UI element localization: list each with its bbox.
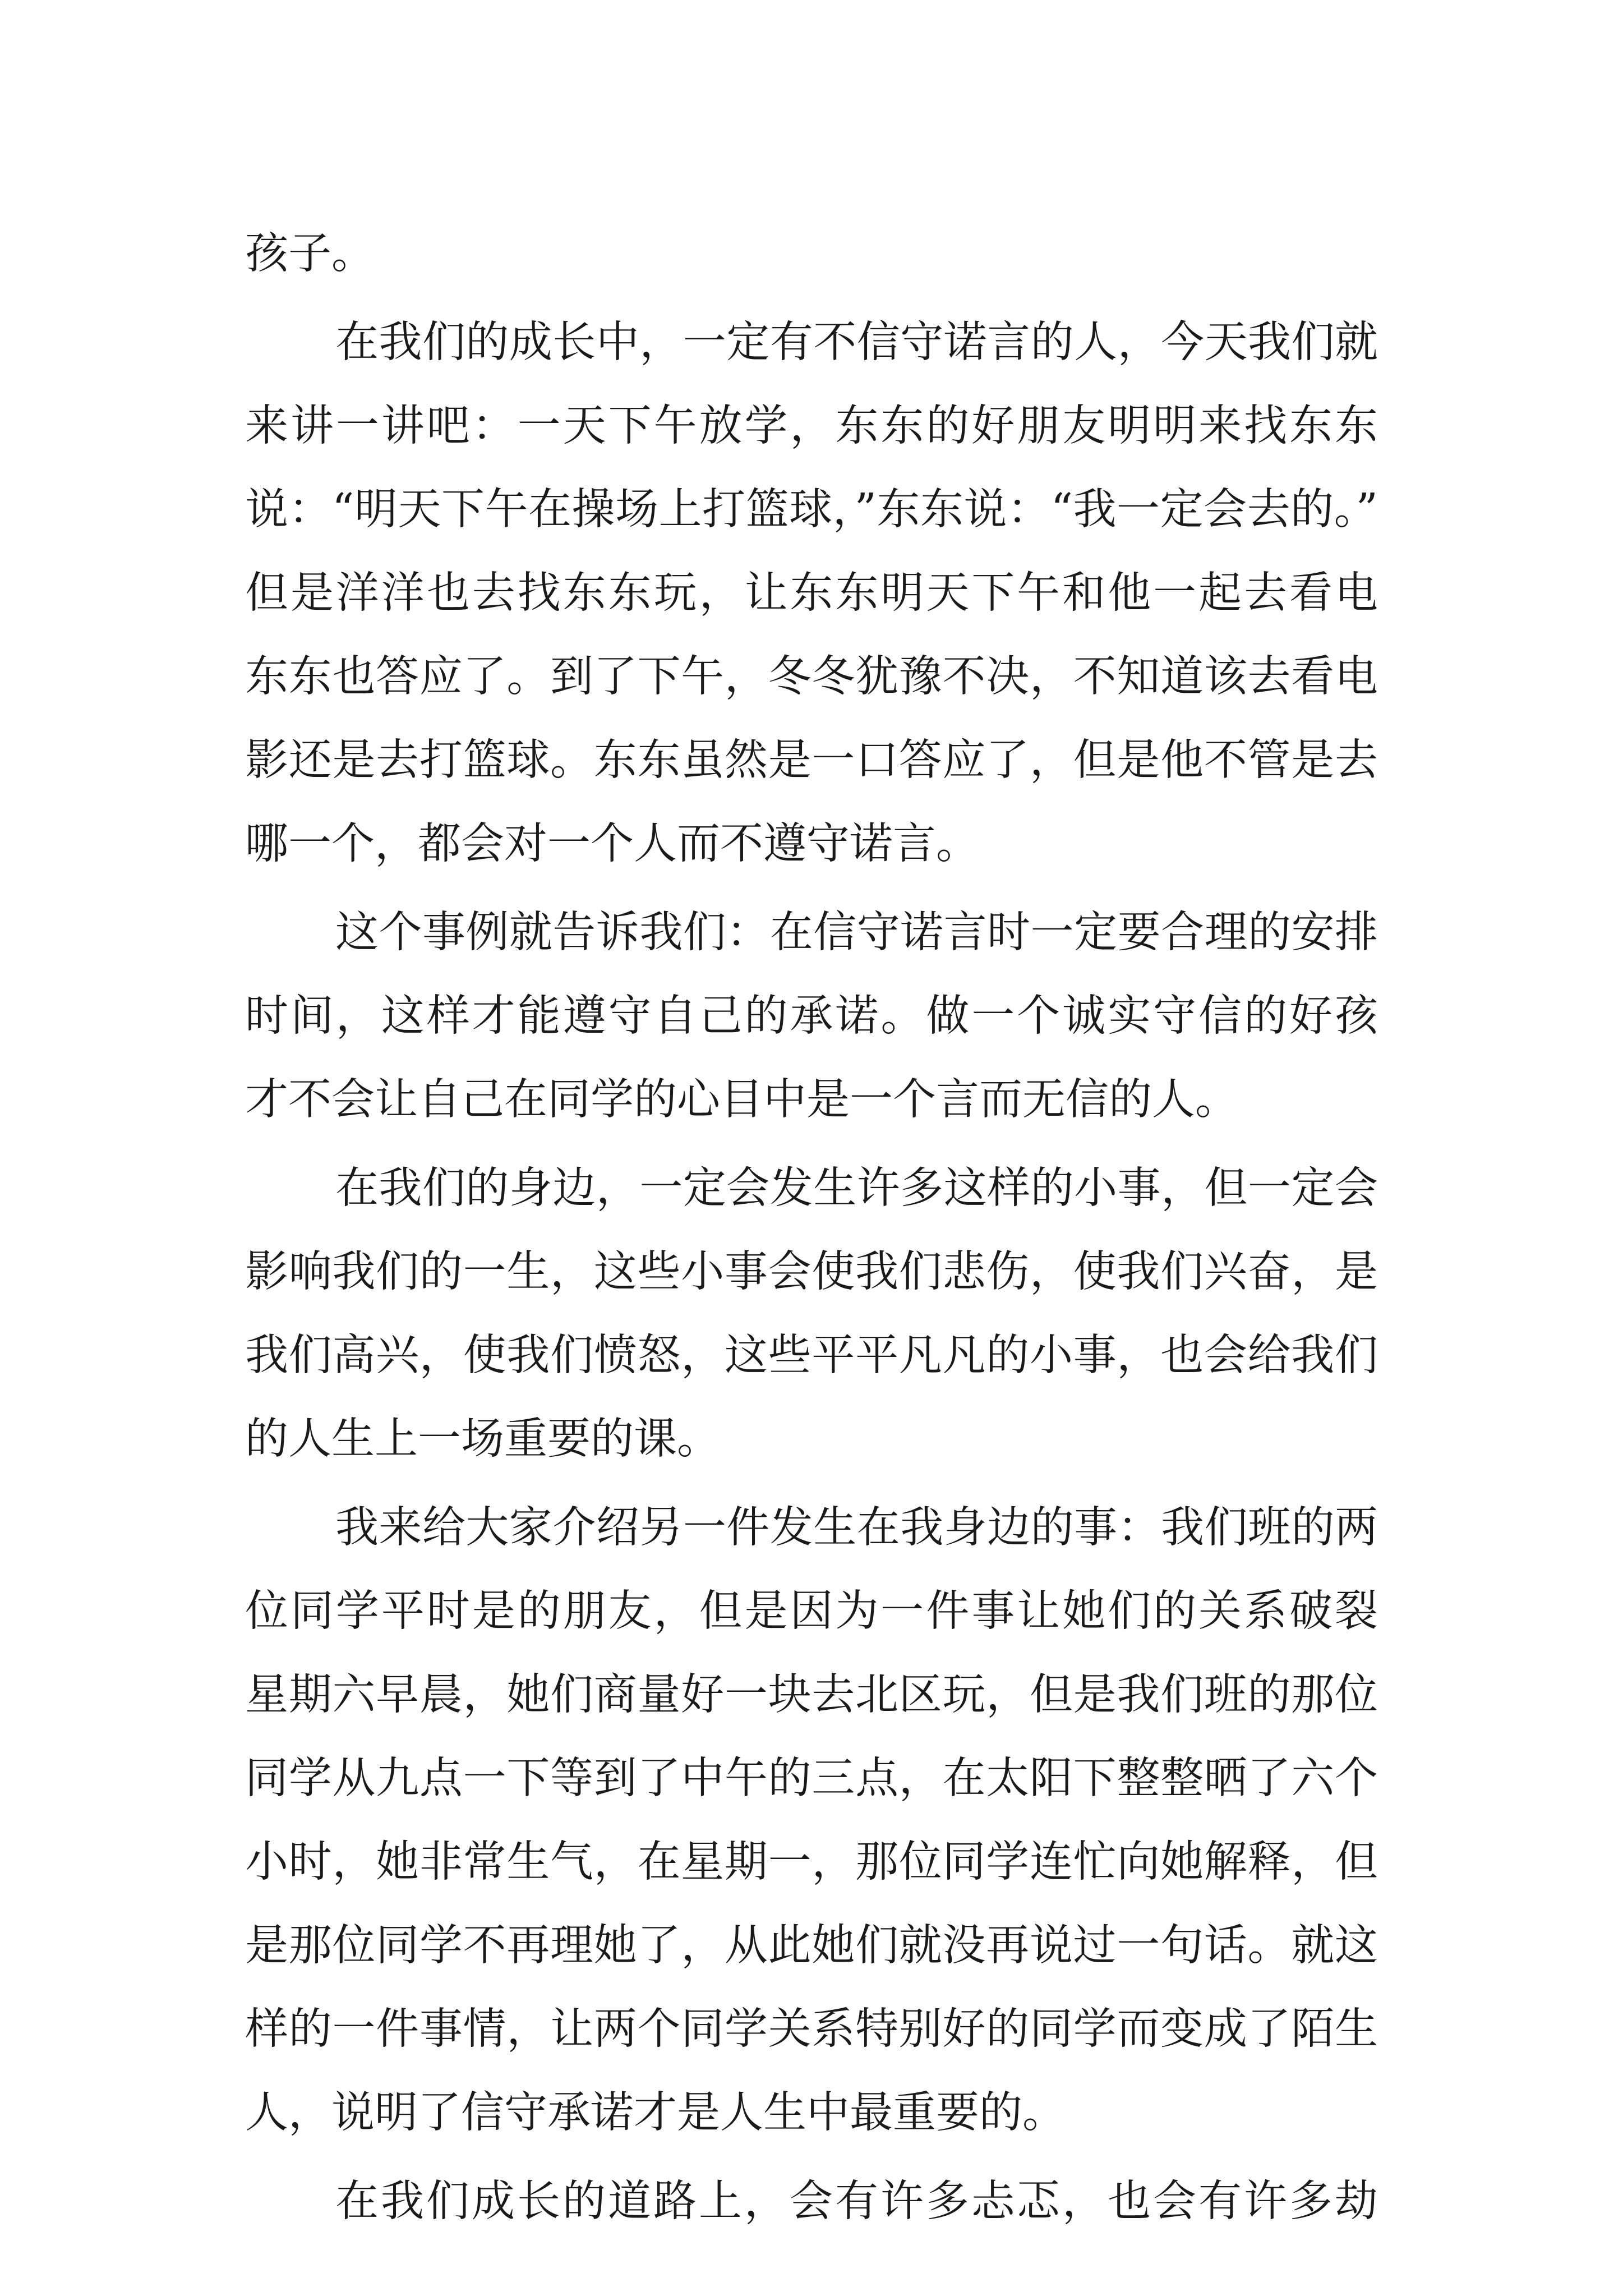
text-line: 人，说明了信守承诺才是人生中最重要的。 <box>245 2088 1066 2138</box>
document-body <box>245 212 1378 2243</box>
text-line: 是那位同学不再理她了，从此她们就没再说过一句话。就这 <box>245 1921 1378 1971</box>
text-line: 来讲一讲吧：一天下午放学，东东的好朋友明明来找东东 <box>245 401 1378 451</box>
text-line: 小时，她非常生气，在星期一，那位同学连忙向她解释，但 <box>245 1837 1378 1887</box>
text-line: 孩子。 <box>245 229 375 279</box>
text-line: 在我们的成长中，一定有不信守诺言的人，今天我们就 <box>335 318 1378 367</box>
text-line: 同学从九点一下等到了中午的三点，在太阳下整整晒了六个 <box>245 1754 1378 1803</box>
text-line: 说：“明天下午在操场上打篮球，”东东说：“我一定会去的。” <box>245 485 1378 535</box>
text-line: 星期六早晨，她们商量好一块去北区玩，但是我们班的那位 <box>245 1670 1378 1720</box>
text-line: 在我们的身边，一定会发生许多这样的小事，但一定会 <box>335 1163 1378 1213</box>
text-line: 影还是去打篮球。东东虽然是一口答应了，但是他不管是去 <box>245 735 1378 785</box>
text-line: 东东也答应了。到了下午，冬冬犹豫不决，不知道该去看电 <box>245 652 1378 702</box>
text-line: 这个事例就告诉我们：在信守诺言时一定要合理的安排 <box>335 908 1378 958</box>
text-line: 才不会让自己在同学的心目中是一个言而无信的人。 <box>245 1075 1238 1125</box>
text-line: 我来给大家介绍另一件发生在我身边的事：我们班的两 <box>335 1503 1378 1553</box>
text-line: 位同学平时是的朋友，但是因为一件事让她们的关系破裂 <box>245 1586 1378 1636</box>
text-line: 样的一件事情，让两个同学关系特别好的同学而变成了陌生 <box>245 2004 1378 2054</box>
text-line: 影响我们的一生，这些小事会使我们悲伤，使我们兴奋，是 <box>245 1247 1378 1297</box>
text-line: 在我们成长的道路上，会有许多忐忑，也会有许多劫 <box>335 2177 1378 2226</box>
text-line: 但是洋洋也去找东东玩，让东东明天下午和他一起去看电 <box>245 568 1378 618</box>
text-line: 我们高兴，使我们愤怒，这些平平凡凡的小事，也会给我们 <box>245 1331 1378 1381</box>
text-line: 哪一个，都会对一个人而不遵守诺言。 <box>245 819 979 869</box>
text-line: 的人生上一场重要的课。 <box>245 1414 720 1464</box>
text-line: 时间，这样才能遵守自己的承诺。做一个诚实守信的好孩 <box>245 991 1378 1041</box>
